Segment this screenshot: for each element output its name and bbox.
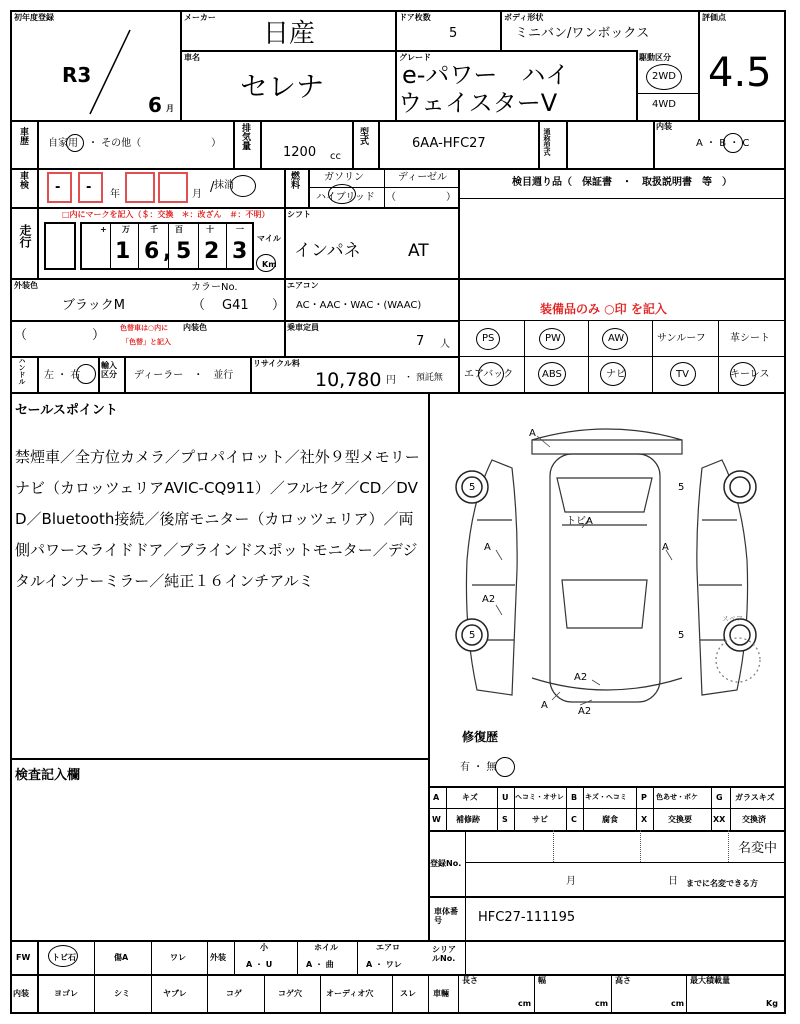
capacity-value: 7: [416, 334, 425, 349]
drive-2wd-circle: [646, 64, 682, 90]
recycle-value: 10,780: [315, 369, 382, 391]
inspection-expired-circle: [230, 175, 256, 197]
tire-fl: 5: [469, 482, 476, 493]
diagram-rear-bumper: A2: [578, 706, 592, 717]
equip-navi-circle: [600, 362, 626, 386]
inspection-dash-1: -: [55, 180, 61, 195]
registration-day: 日: [668, 876, 678, 887]
naiso-sure: スレ: [400, 989, 416, 998]
grade-line2: ウェイスターV: [398, 89, 558, 117]
legend-s-desc: サビ: [532, 815, 548, 824]
mileage-digit-4: 2: [204, 239, 220, 264]
mileage-unit-man-plus: +: [100, 225, 107, 234]
displacement-unit: cc: [330, 151, 341, 162]
diagram-rear-corner: A: [541, 700, 548, 711]
shift-label: シフト: [287, 210, 311, 219]
tire-rr: 5: [678, 630, 685, 641]
inspection-year: 年: [110, 189, 120, 200]
car-name-label: 車名: [184, 53, 200, 62]
doors-label: ドア枚数: [399, 13, 431, 22]
handle-value: 左 ・ 右: [44, 370, 81, 381]
legend-s: S: [502, 815, 508, 824]
legend-w-desc: 補修跡: [456, 815, 480, 824]
common-model-label: 通称型式: [543, 128, 551, 156]
color-change-note-2: 「色替」と記入: [122, 338, 171, 346]
mileage-unit-km: Km: [262, 260, 277, 269]
gaiso-ko-value: A ・ U: [246, 960, 273, 969]
repair-label: 修復歴: [462, 730, 499, 744]
dims-height: 高さ: [615, 976, 631, 985]
interior-color-label: 内装色: [183, 323, 207, 332]
drive-label: 駆動区分: [639, 53, 671, 62]
registration-label: 登録No.: [430, 859, 462, 868]
gaiso-wheel: ホイル: [314, 943, 338, 952]
fw-tobi-circle: [48, 945, 78, 967]
fuel-label: 燃料: [289, 171, 299, 189]
doors-value: 5: [449, 26, 458, 41]
mileage-note: □内にマークを記入（＄：交換 ＊：改ざん ＃：不明）: [62, 210, 270, 219]
capacity-unit: 人: [440, 339, 450, 350]
color-no-value: G41: [222, 298, 249, 313]
naiso-audio-ana: オーディオ穴: [326, 989, 374, 998]
interior-grade-value: A ・ B ・ C: [696, 138, 750, 149]
model-value: 6AA-HFC27: [412, 136, 486, 151]
recycle-deposit: ・ 預託無: [404, 373, 443, 383]
body-type-label: ボディ形状: [504, 13, 544, 22]
car-damage-diagram: [432, 400, 782, 720]
fw-tobi: トビ石: [52, 953, 76, 962]
registration-until: までに名変できる方: [686, 879, 758, 888]
history-label: 車歴: [18, 127, 28, 145]
fuel-hybrid-circle: [328, 184, 356, 204]
sales-points-text: 禁煙車／全方位カメラ／プロパイロット／社外９型メモリーナビ（カロッツェリアAVIC-CQ911）／フルセグ／CD／DVD／Bluetooth接続／後席モニター（カロッツェリア）／両側パワースライドドア／ブラインドスポットモニター／デジタルインナーミラー／純正１６インチアルミ: [15, 448, 420, 590]
mileage-unit-ju: 十: [206, 225, 214, 234]
legend-u: U: [502, 793, 509, 802]
rating-label: 評価点: [702, 13, 726, 22]
vin-label: 車体番号: [434, 907, 458, 925]
legend-a-desc: キズ: [462, 793, 478, 802]
equip-tv: TV: [676, 369, 689, 380]
gaiso-earo-value: A ・ ワレ: [366, 960, 402, 969]
inspection-month: 月: [192, 189, 202, 200]
car-name-value: セレナ: [240, 70, 325, 103]
equip-navi: ナビ: [606, 369, 626, 380]
mileage-unit-man: 万: [122, 225, 130, 234]
first-reg-month-unit: 月: [166, 104, 174, 113]
recycle-label: リサイクル料: [253, 359, 300, 368]
legend-x-desc: 交換要: [668, 815, 692, 824]
legend-p-desc: 色あせ・ボケ: [656, 793, 698, 801]
docs-label: 検目週り品（ 保証書 ・ 取扱説明書 等 ）: [512, 177, 732, 188]
body-type-value: ミニバン/ワンボックス: [515, 26, 650, 41]
interior-grade-b-circle: [723, 133, 743, 153]
rating-value: 4.5: [708, 50, 772, 96]
inspection-slash: /: [210, 180, 215, 195]
dims-length-unit: cm: [518, 999, 532, 1008]
diagram-hood: トビA: [566, 516, 593, 527]
capacity-label: 乗車定員: [287, 323, 319, 332]
naiso-label: 内装: [13, 989, 29, 998]
tire-fr: 5: [678, 482, 685, 493]
mileage-digit-5: 3: [232, 239, 248, 264]
fuel-paren: （ ）: [386, 192, 456, 203]
dims-label: 車輛: [433, 989, 449, 998]
serial-label: シリアルNo.: [432, 945, 456, 963]
tire-rl: 5: [469, 630, 476, 641]
equip-keyless: キーレス: [730, 369, 770, 380]
equip-ps-circle: [476, 328, 500, 350]
diagram-left-rear: A2: [482, 594, 496, 605]
color-no-paren-r: ）: [272, 298, 286, 313]
mileage-unit-sen: 千: [150, 225, 158, 234]
vin-value: HFC27-111195: [478, 910, 576, 925]
inspection-dash-2: -: [86, 180, 92, 195]
diagram-rear: A2: [574, 672, 588, 683]
inspection-box-4: [158, 172, 188, 203]
mileage-unit-mile: マイル: [257, 234, 281, 243]
naiso-yabure: ヤブレ: [163, 989, 187, 998]
color-change-paren: （ ）: [14, 328, 106, 343]
equip-abs: ABS: [542, 369, 562, 380]
equip-pw: PW: [545, 333, 561, 344]
equip-aw: AW: [608, 333, 625, 344]
ext-color-value: ブラックM: [62, 298, 125, 313]
naiso-koge-ana: コゲ穴: [278, 989, 302, 998]
fw-ware: ワレ: [170, 953, 186, 962]
legend-p: P: [641, 793, 647, 802]
legend-c-desc: 腐食: [602, 815, 618, 824]
equip-abs-circle: [538, 362, 566, 386]
handle-right-circle: [76, 364, 96, 384]
fw-kizu: 傷A: [114, 953, 129, 962]
dims-max-load: 最大積載量: [690, 976, 730, 985]
equip-leather: 革シート: [730, 333, 770, 344]
inspection-label: 車検: [18, 171, 28, 189]
inspection-expired: 抹消: [214, 180, 234, 191]
registration-name-change: 名変中: [738, 841, 778, 856]
equip-tv-circle: [670, 362, 696, 386]
gaiso-ko: 小: [260, 943, 268, 952]
aircon-value: AC・AAC・WAC・(WAAC): [296, 300, 422, 311]
maker-label: メーカー: [184, 13, 216, 22]
import-label: 輸入区分: [101, 361, 117, 379]
legend-g-desc: ガラスキズ: [735, 793, 775, 802]
fw-label: FW: [16, 953, 31, 962]
fuel-gasoline: ガソリン: [324, 172, 364, 183]
legend-w: W: [432, 815, 441, 824]
naiso-koge: コゲ: [226, 989, 242, 998]
legend-u-desc: ヘコミ・オサレ: [515, 793, 564, 801]
dims-length: 長さ: [462, 976, 478, 985]
legend-g: G: [716, 793, 723, 802]
mileage-digit-1: 1: [115, 239, 131, 264]
sales-points-label: セールスポイント: [15, 403, 118, 418]
displacement-value: 1200: [283, 145, 317, 160]
legend-xx: XX: [713, 815, 726, 824]
equipment-label: 装備品のみ ○印 を記入: [540, 302, 667, 316]
diagram-left-door: A: [484, 542, 491, 553]
mileage-label: 走行: [18, 224, 32, 248]
first-reg-slash: [85, 28, 135, 116]
equip-ps: PS: [482, 333, 495, 344]
dims-width-unit: cm: [595, 999, 609, 1008]
equip-airbag-circle: [478, 362, 504, 386]
first-reg-label: 初年度登録: [14, 13, 54, 22]
color-no-label: カラーNo.: [191, 282, 238, 293]
mileage-km-circle: [256, 254, 276, 272]
equip-pw-circle: [539, 328, 565, 350]
mileage-unit-ichi: 一: [236, 225, 244, 234]
equip-keyless-circle: [730, 362, 756, 386]
registration-month: 月: [566, 876, 576, 887]
diagram-front: A: [529, 428, 536, 439]
naiso-yogore: ヨゴレ: [54, 989, 78, 998]
ext-color-label: 外装色: [14, 281, 38, 290]
equip-airbag: エアバック: [464, 369, 514, 380]
history-value: 自家用 ・ その他（ ）: [48, 138, 222, 149]
maker-value: 日産: [263, 19, 316, 49]
first-reg-era: R3: [62, 63, 92, 87]
gaiso-wheel-value: A ・ 曲: [306, 960, 334, 969]
recycle-unit: 円: [386, 375, 396, 386]
import-value: ディーラー ・ 並行: [134, 370, 234, 381]
handle-label: ハンドル: [18, 357, 26, 385]
legend-b-desc: キズ・ヘコミ: [585, 793, 627, 801]
color-no-paren-l: （: [192, 298, 206, 313]
legend-c: C: [571, 815, 577, 824]
color-change-note-1: 色替車は○内に: [120, 324, 169, 332]
naiso-shimi: シミ: [114, 989, 130, 998]
mileage-digit-2: 6: [144, 239, 160, 264]
gaiso-label: 外装: [210, 953, 226, 962]
repair-none-circle: [495, 757, 515, 777]
history-private-circle: [66, 134, 84, 152]
drive-4wd: 4WD: [652, 99, 676, 110]
diagram-spare: スペア: [722, 615, 743, 623]
legend-a: A: [433, 793, 440, 802]
dims-width: 幅: [538, 976, 546, 985]
mileage-comma: ,: [163, 239, 172, 264]
mileage-mark-box: [44, 222, 76, 270]
repair-value: 有 ・ 無: [460, 762, 497, 773]
legend-xx-desc: 交換済: [742, 815, 766, 824]
first-reg-month: 6: [148, 93, 162, 117]
equip-sunroof: サンルーフ: [657, 333, 706, 344]
grade-line1: e-パワー ハイ: [402, 61, 570, 89]
drive-2wd: 2WD: [652, 71, 676, 82]
model-label: 型式: [358, 127, 368, 145]
equip-aw-circle: [602, 328, 628, 350]
legend-b: B: [571, 793, 578, 802]
aircon-label: エアコン: [287, 281, 319, 290]
inspection-notes-label: 検査記入欄: [15, 768, 81, 783]
shift-type: AT: [408, 241, 429, 261]
grade-label: グレード: [399, 53, 431, 62]
fuel-diesel: ディーゼル: [398, 172, 447, 183]
diagram-right-door: A: [662, 542, 669, 553]
shift-position: インパネ: [294, 241, 361, 261]
fuel-hybrid: ハイブリッド: [316, 192, 375, 203]
gaiso-earo: エアロ: [376, 943, 400, 952]
mileage-digit-3: 5: [176, 239, 192, 264]
inspection-box-3: [125, 172, 155, 203]
dims-height-unit: cm: [671, 999, 685, 1008]
displacement-label: 排気量: [240, 123, 250, 150]
mileage-unit-hyaku: 百: [175, 225, 183, 234]
legend-x: X: [641, 815, 648, 824]
dims-max-load-unit: Kg: [766, 999, 778, 1008]
interior-grade-label: 内装: [656, 122, 672, 131]
